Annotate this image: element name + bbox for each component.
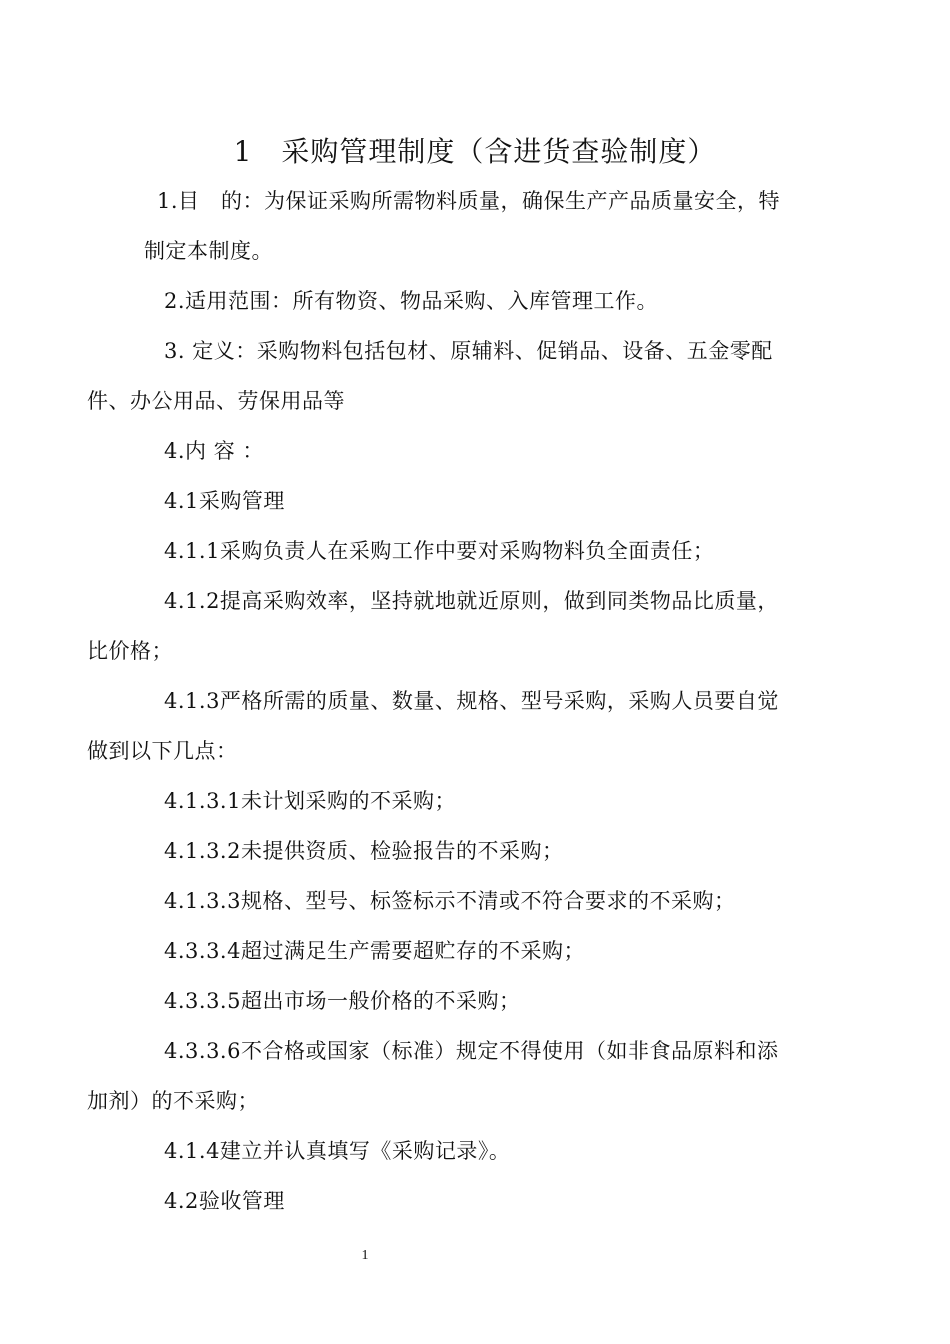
paragraph-line-purpose: 1.目 的：为保证采购所需物料质量，确保生产产品质量安全，特 (157, 189, 781, 213)
paragraph-line-scope: 2.适用范围：所有物资、物品采购、入库管理工作。 (164, 289, 659, 313)
paragraph-line-definition-cont: 件、办公用品、劳保用品等 (87, 389, 345, 413)
list-item-4-3-3-4: 4.3.3.4超过满足生产需要超贮存的不采购； (164, 939, 585, 963)
paragraph-line-purpose-cont: 制定本制度。 (144, 239, 273, 263)
paragraph-line-4-1-2-cont: 比价格； (87, 639, 173, 663)
paragraph-line-definition: 3. 定义：采购物料包括包材、原辅料、促销品、设备、五金零配 (164, 339, 773, 363)
list-item-4-3-3-5: 4.3.3.5超出市场一般价格的不采购； (164, 989, 521, 1013)
list-item-4-1-3-3: 4.1.3.3规格、型号、标签标示不清或不符合要求的不采购； (164, 889, 736, 913)
section-heading-purchasing: 4.1采购管理 (164, 489, 285, 513)
page-number: 1 (361, 1248, 369, 1263)
paragraph-line-4-1-1: 4.1.1采购负责人在采购工作中要对采购物料负全面责任； (164, 539, 715, 563)
section-heading-acceptance: 4.2验收管理 (164, 1189, 285, 1213)
paragraph-line-4-1-3-cont: 做到以下几点： (87, 739, 238, 763)
document-title: 1 采购管理制度（含进货查验制度） (233, 135, 717, 168)
section-heading-content: 4.内 容 ： (164, 439, 264, 463)
list-item-4-3-3-6-cont: 加剂）的不采购； (87, 1089, 259, 1113)
list-item-4-1-3-2: 4.1.3.2未提供资质、检验报告的不采购； (164, 839, 564, 863)
paragraph-line-4-1-4: 4.1.4建立并认真填写《采购记录》。 (164, 1139, 511, 1163)
paragraph-line-4-1-3: 4.1.3严格所需的质量、数量、规格、型号采购，采购人员要自觉 (164, 689, 779, 713)
list-item-4-3-3-6: 4.3.3.6不合格或国家（标准）规定不得使用（如非食品原料和添 (164, 1039, 779, 1063)
list-item-4-1-3-1: 4.1.3.1未计划采购的不采购； (164, 789, 456, 813)
paragraph-line-4-1-2: 4.1.2提高采购效率，坚持就地就近原则，做到同类物品比质量， (164, 589, 779, 613)
